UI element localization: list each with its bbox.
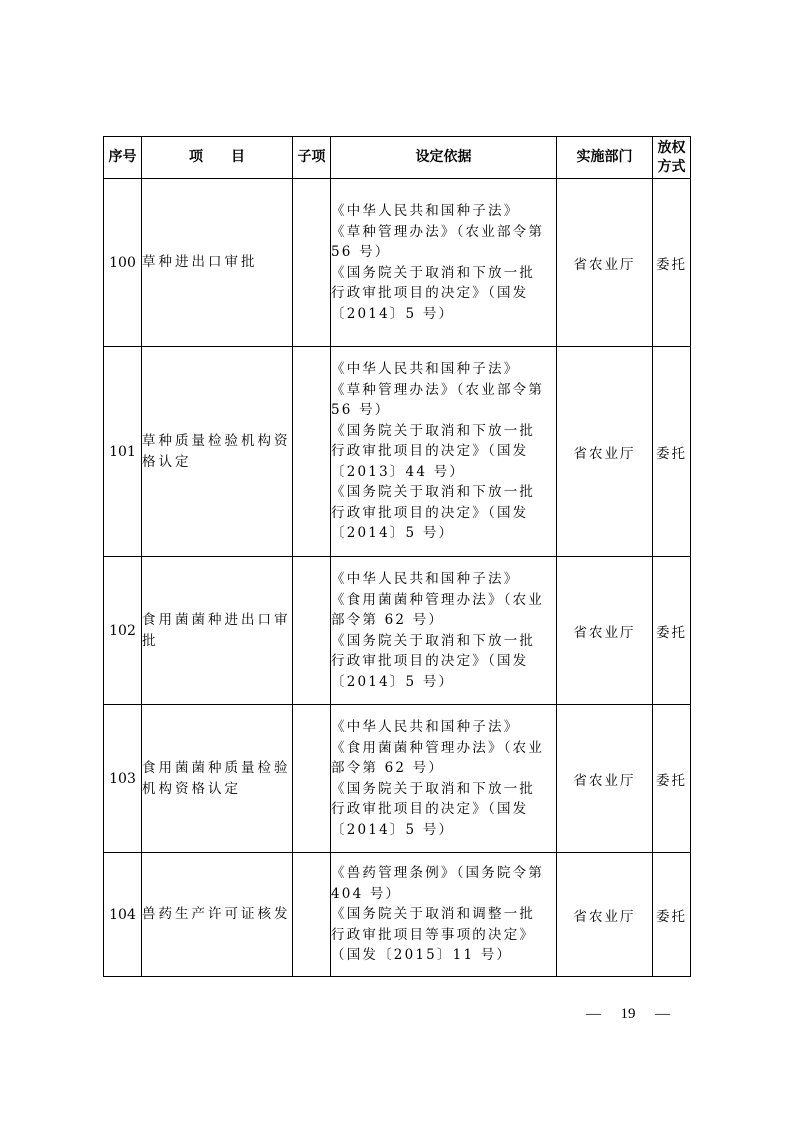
- footer-dash-left: —: [586, 1006, 601, 1022]
- basis-line: 《食用菌菌种管理办法》（农业: [331, 739, 545, 756]
- header-basis: 设定依据: [331, 137, 557, 179]
- basis-line: 〔2014〕5 号）: [331, 305, 455, 322]
- basis-line: 《国务院关于取消和下放一批: [331, 264, 536, 281]
- row-item: 食用菌菌种进出口审批: [142, 557, 293, 705]
- row-seq: 101: [104, 347, 142, 557]
- table-body: [104, 179, 691, 977]
- row-dept: 省农业厅: [557, 347, 653, 557]
- row-basis: [331, 853, 557, 977]
- table-row: [104, 179, 691, 347]
- row-mode: 委托: [653, 347, 691, 557]
- basis-line: 〔2014〕5 号）: [331, 821, 455, 838]
- table-row: [104, 853, 691, 977]
- row-basis: [331, 557, 557, 705]
- basis-line: 《中华人民共和国种子法》: [331, 719, 520, 735]
- header-mode: [653, 137, 691, 179]
- row-seq: 102: [104, 557, 142, 705]
- basis-line: 部令第 62 号）: [331, 612, 445, 628]
- row-mode: 委托: [653, 179, 691, 347]
- basis-line: 56 号）: [331, 244, 391, 260]
- basis-line: 〔2013〕44 号）: [331, 463, 466, 480]
- basis-line: 〔2014〕5 号）: [331, 525, 455, 542]
- row-subitem: [293, 347, 331, 557]
- row-mode: 委托: [653, 557, 691, 705]
- row-item: 草种进出口审批: [142, 179, 293, 347]
- approval-items-table: [103, 136, 691, 977]
- basis-line: 《国务院关于取消和下放一批: [331, 632, 536, 649]
- row-dept: 省农业厅: [557, 557, 653, 705]
- row-item: 食用菌菌种质量检验机构资格认定: [142, 705, 293, 853]
- basis-line: 《国务院关于取消和下放一批: [331, 780, 536, 797]
- row-basis: [331, 347, 557, 557]
- row-seq: 100: [104, 179, 142, 347]
- row-dept: 省农业厅: [557, 853, 653, 977]
- basis-line: 《中华人民共和国种子法》: [331, 571, 520, 587]
- basis-line: 404 号）: [331, 885, 402, 902]
- basis-line: 行政审批项目等事项的决定》: [331, 926, 536, 943]
- table-row: [104, 557, 691, 705]
- row-subitem: [293, 179, 331, 347]
- row-seq: 103: [104, 705, 142, 853]
- row-dept: 省农业厅: [557, 179, 653, 347]
- basis-line: 部令第 62 号）: [331, 760, 445, 776]
- basis-line: 《草种管理办法》（农业部令第: [331, 223, 545, 240]
- basis-line: 《国务院关于取消和下放一批: [331, 422, 536, 439]
- row-subitem: [293, 705, 331, 853]
- row-item: 兽药生产许可证核发: [142, 853, 293, 977]
- page-footer: [586, 1006, 670, 1023]
- page-number: 19: [620, 1006, 636, 1022]
- row-seq: 104: [104, 853, 142, 977]
- basis-line: 《国务院关于取消和调整一批: [331, 906, 536, 923]
- basis-line: 行政审批项目的决定》（国发: [331, 443, 529, 460]
- basis-line: 〔2014〕5 号）: [331, 673, 455, 690]
- header-mode-line1: 放权: [657, 139, 686, 156]
- table-row: [104, 347, 691, 557]
- header-seq: 序号: [104, 137, 142, 179]
- basis-line: 《中华人民共和国种子法》: [331, 203, 520, 219]
- row-subitem: [293, 853, 331, 977]
- basis-line: 《国务院关于取消和下放一批: [331, 484, 536, 501]
- table-row: [104, 705, 691, 853]
- table-header-row: [104, 137, 691, 179]
- footer-dash-right: —: [655, 1006, 670, 1022]
- basis-line: 《中华人民共和国种子法》: [331, 361, 520, 378]
- row-subitem: [293, 557, 331, 705]
- basis-line: 《兽药管理条例》（国务院令第: [331, 865, 545, 882]
- basis-line: 行政审批项目的决定》（国发: [331, 504, 529, 521]
- header-dept: 实施部门: [557, 137, 653, 179]
- basis-line: 《食用菌菌种管理办法》（农业: [331, 591, 545, 608]
- basis-line: 《草种管理办法》（农业部令第: [331, 381, 545, 398]
- header-mode-line2: 方式: [657, 158, 686, 175]
- row-basis: [331, 179, 557, 347]
- basis-line: 56 号）: [331, 402, 391, 419]
- header-item: 项 目: [142, 137, 293, 179]
- row-basis: [331, 705, 557, 853]
- basis-line: 行政审批项目的决定》（国发: [331, 653, 529, 669]
- row-dept: 省农业厅: [557, 705, 653, 853]
- header-subitem: 子项: [293, 137, 331, 179]
- row-mode: 委托: [653, 705, 691, 853]
- basis-line: （国发〔2015〕11 号）: [331, 947, 513, 964]
- row-mode: 委托: [653, 853, 691, 977]
- basis-line: 行政审批项目的决定》（国发: [331, 285, 529, 301]
- row-item: 草种质量检验机构资格认定: [142, 347, 293, 557]
- basis-line: 行政审批项目的决定》（国发: [331, 801, 529, 817]
